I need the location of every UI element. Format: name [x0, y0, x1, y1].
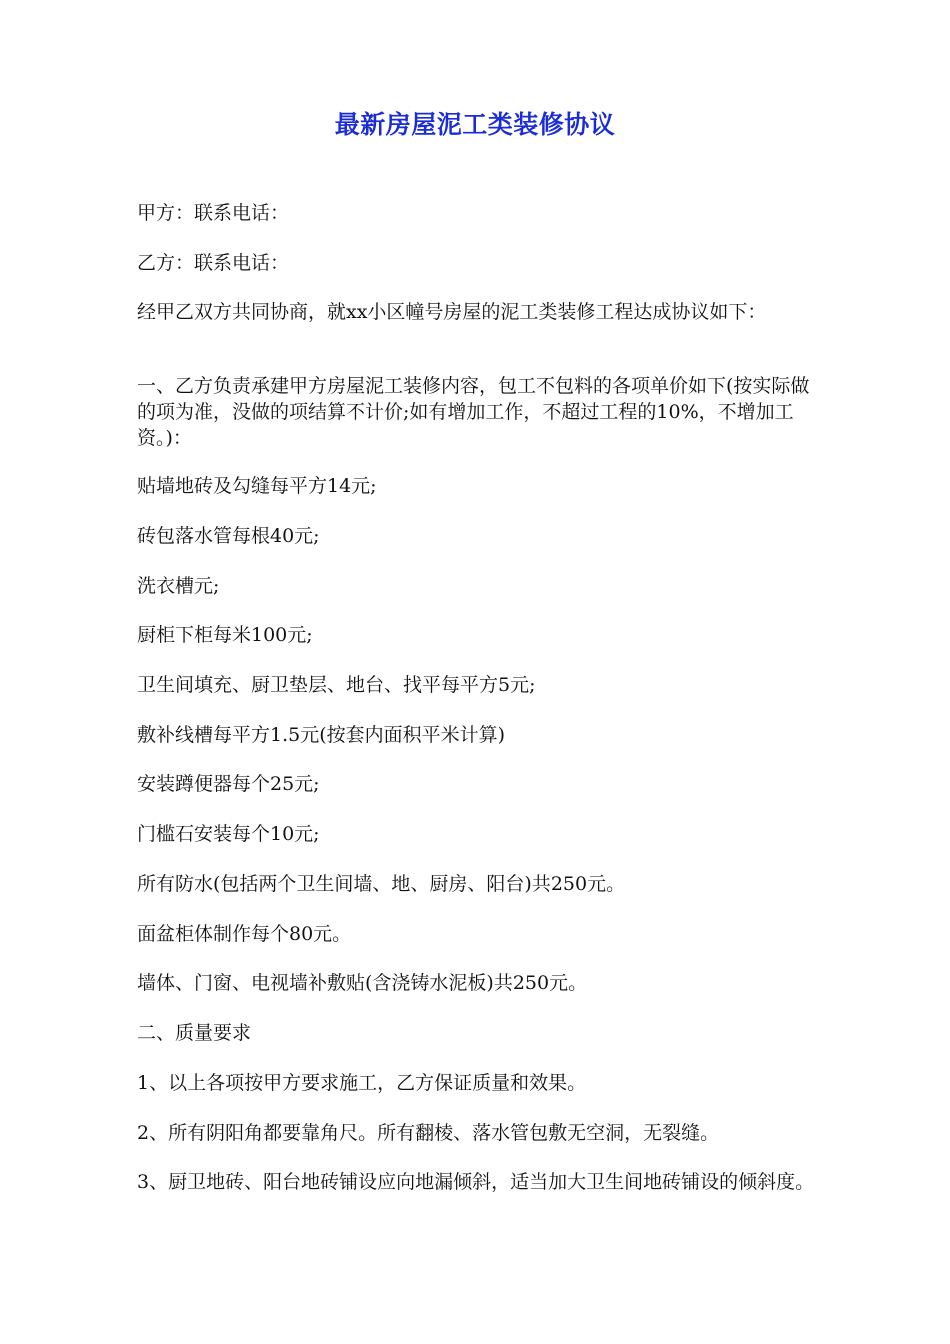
- contact-party-b: [137, 250, 817, 276]
- price-item: [137, 622, 817, 648]
- paragraph: 所有防水(包括两个卫生间墙、地、厨房、阳台)共250元。: [137, 873, 626, 895]
- paragraph: 砖包落水管每根40元;: [137, 525, 320, 547]
- paragraph: 一、乙方负责承建甲方房屋泥工装修内容，包工不包料的各项单价如下(按实际做的项为准，没做的项结算不计价;如有增加工作，不超过工程的10%，不增加工资。)：: [137, 375, 810, 449]
- price-item: [137, 573, 817, 599]
- price-item: [137, 771, 817, 797]
- price-item: [137, 672, 817, 698]
- paragraph: 门槛石安装每个10元;: [137, 823, 320, 845]
- paragraph: 洗衣槽元;: [137, 575, 220, 597]
- paragraph: 2、所有阴阳角都要靠角尺。所有翻棱、落水管包敷无空洞，无裂缝。: [137, 1122, 720, 1144]
- paragraph: 安装蹲便器每个25元;: [137, 773, 320, 795]
- intro-paragraph: [137, 299, 817, 325]
- paragraph: 经甲乙双方共同协商，就xx小区幢号房屋的泥工类装修工程达成协议如下：: [137, 301, 767, 323]
- price-item: [137, 970, 817, 996]
- price-item: [137, 722, 817, 748]
- paragraph: 面盆柜体制作每个80元。: [137, 923, 352, 945]
- price-item: [137, 473, 817, 499]
- quality-item: [137, 1120, 817, 1146]
- price-item: [137, 871, 817, 897]
- contact-party-a: [137, 200, 817, 226]
- paragraph: 墙体、门窗、电视墙补敷贴(含浇铸水泥板)共250元。: [137, 972, 588, 994]
- section-two-heading: [137, 1020, 817, 1046]
- price-item: [137, 921, 817, 947]
- paragraph: 3、厨卫地砖、阳台地砖铺设应向地漏倾斜，适当加大卫生间地砖铺设的倾斜度。: [137, 1171, 815, 1193]
- price-item: [137, 523, 817, 549]
- paragraph: 敷补线槽每平方1.5元(按套内面积平米计算): [137, 724, 506, 746]
- section-one-heading: [137, 373, 817, 451]
- paragraph: 二、质量要求: [137, 1022, 252, 1044]
- paragraph: 卫生间填充、厨卫垫层、地台、找平每平方5元;: [137, 674, 536, 696]
- quality-item: [137, 1169, 817, 1195]
- paragraph: 甲方：联系电话：: [137, 202, 290, 224]
- paragraph: 厨柜下柜每米100元;: [137, 624, 313, 646]
- paragraph: 1、以上各项按甲方要求施工，乙方保证质量和效果。: [137, 1072, 587, 1094]
- paragraph: 贴墙地砖及勾缝每平方14元;: [137, 475, 377, 497]
- price-item: [137, 821, 817, 847]
- paragraph: 乙方：联系电话：: [137, 252, 290, 274]
- quality-item: [137, 1070, 817, 1096]
- document-title: 最新房屋泥工类装修协议: [334, 110, 616, 139]
